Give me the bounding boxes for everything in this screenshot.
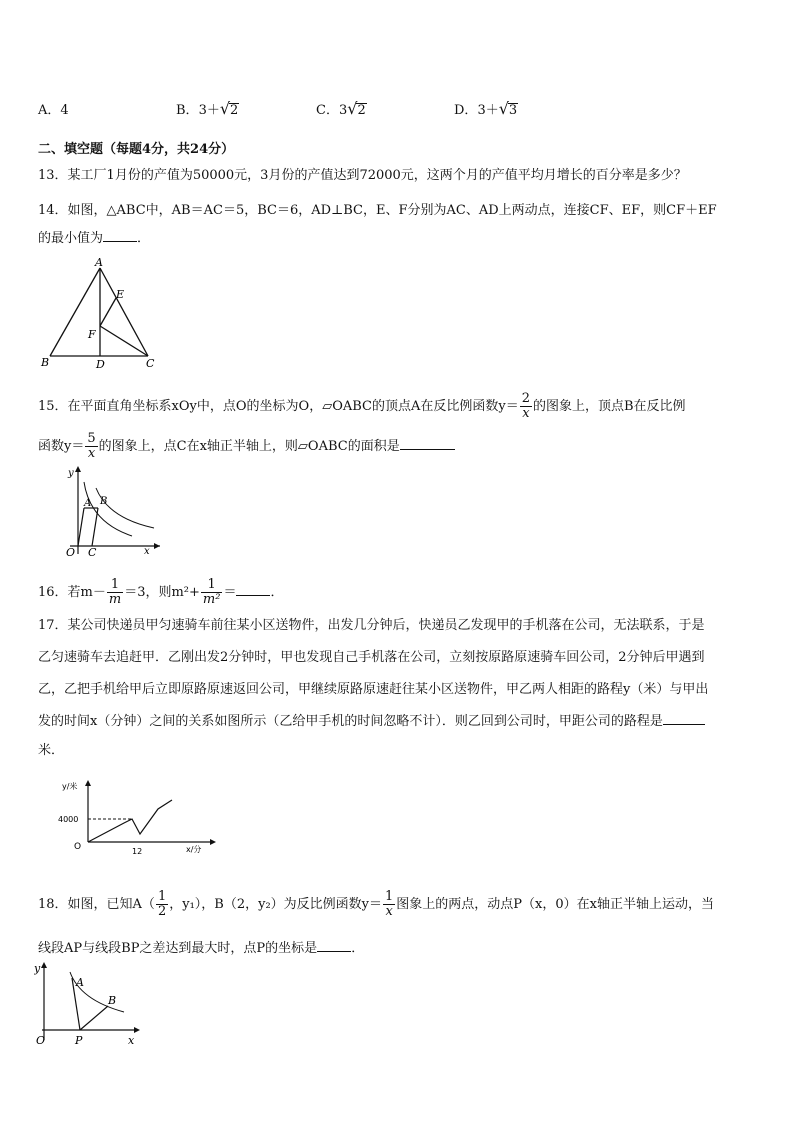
answer-blank: [400, 439, 455, 450]
question-15-line2: 函数y＝ $\frac{5}{x}$ 的图象上，点C在x轴正半轴上，则▱OABC的面积是: [38, 432, 455, 461]
label-B: B: [41, 356, 50, 369]
question-13: 13．某工厂1月份的产值为50000元，3月份的产值达到72000元，这两个月的产值平均月增长的百分率是多少？: [38, 168, 687, 183]
question-17-line2: 乙匀速骑车去追赶甲．乙刚出发2分钟时，甲也发现自己手机落在公司，立刻按原路原速骑车回公司，2分钟后甲遇到: [38, 650, 705, 665]
question-15-line1: 15．在平面直角坐标系xOy中，点O的坐标为O，▱OABC的顶点A在反比例函数y＝ $\frac{2}{x}$ 的图象上，顶点B在反比例: [38, 391, 686, 421]
question-17-line4: 发的时间x（分钟）之间的关系如图所示（乙给甲手机的时间忽略不计）．则乙回到公司时，甲距公司的路程是: [38, 713, 705, 731]
label-x: x: [128, 1034, 135, 1047]
label-B: B: [100, 496, 108, 507]
question-18-line1: 18．如图，已知A（ $\frac{1}{2}$ ，y₁），B（2，y₂）为反比例函数y＝ $\frac{1}{x}$ 图象上的两点，动点P（x，0）在x轴正半轴上运动，当: [38, 889, 714, 919]
choice-d: D．3＋√3: [454, 99, 518, 118]
label-O: O: [36, 1034, 46, 1047]
label-x: x: [144, 546, 150, 556]
question-17-line5: 米．: [38, 743, 65, 758]
parallelogram-figure: [48, 462, 164, 556]
hyperbola-figure: [34, 958, 144, 1050]
fraction: $\frac{1}{2}$: [157, 889, 167, 919]
choice-b: B．3＋√2: [176, 99, 239, 118]
choice-a: A．4: [38, 103, 69, 118]
fraction: $\frac{2}{x}$: [521, 391, 530, 421]
question-14-line1: 14．如图，△ABC中，AB＝AC＝5，BC＝6，AD⊥BC，E、F分别为AC、AD上两动点，连接CF、EF，则CF＋EF: [38, 203, 717, 218]
chart-xtick: 12: [132, 847, 143, 856]
label-E: E: [116, 288, 125, 301]
label-D: D: [96, 358, 105, 371]
chart-origin: O: [74, 842, 82, 852]
choice-c: C．3√2: [316, 99, 366, 118]
label-C: C: [88, 546, 97, 556]
fraction: $\frac{5}{x}$: [87, 431, 96, 461]
label-P: P: [75, 1034, 83, 1047]
label-A: A: [95, 256, 103, 269]
triangle-figure: [38, 256, 168, 372]
chart-ylabel: y/米: [62, 782, 78, 791]
question-17-line3: 乙，乙把手机给甲后立即原路原速返回公司，甲继续原路原速赶往某小区送物件，甲乙两人相距的路程y（米）与甲出: [38, 682, 709, 697]
answer-blank: [317, 941, 351, 952]
section-heading: 二、填空题（每题4分，共24分）: [38, 142, 235, 157]
fraction: $\frac{1}{m}$: [108, 577, 122, 607]
question-18-line2: 线段AP与线段BP之差达到最大时，点P的坐标是 ．: [38, 941, 365, 956]
answer-blank: [103, 231, 137, 242]
label-A: A: [76, 976, 84, 989]
label-A: A: [84, 498, 92, 509]
question-17-line1: 17．某公司快递员甲匀速骑车前往某小区送物件，出发几分钟后，快递员乙发现甲的手机落在公司，无法联系，于是: [38, 618, 705, 633]
chart-xlabel: x/分: [186, 845, 202, 854]
label-y: y: [68, 468, 74, 479]
question-14-line2: 的最小值为 ．: [38, 231, 151, 246]
label-B: B: [108, 994, 117, 1007]
label-C: C: [146, 357, 155, 370]
question-16: 16．若m－ $\frac{1}{m}$ ＝3，则m²+ $\frac{1}{\text{m²}}$ ＝ ．: [38, 577, 284, 607]
answer-blank: [236, 585, 270, 596]
fraction: $\frac{1}{\text{m²}}$: [202, 577, 221, 607]
chart-ytick: 4000: [58, 815, 79, 824]
label-F: F: [88, 328, 96, 341]
fraction: $\frac{1}{x}$: [385, 889, 394, 919]
label-y: y: [34, 962, 41, 975]
distance-time-chart: [52, 778, 220, 860]
label-O: O: [66, 546, 76, 556]
answer-blank: [663, 714, 705, 725]
